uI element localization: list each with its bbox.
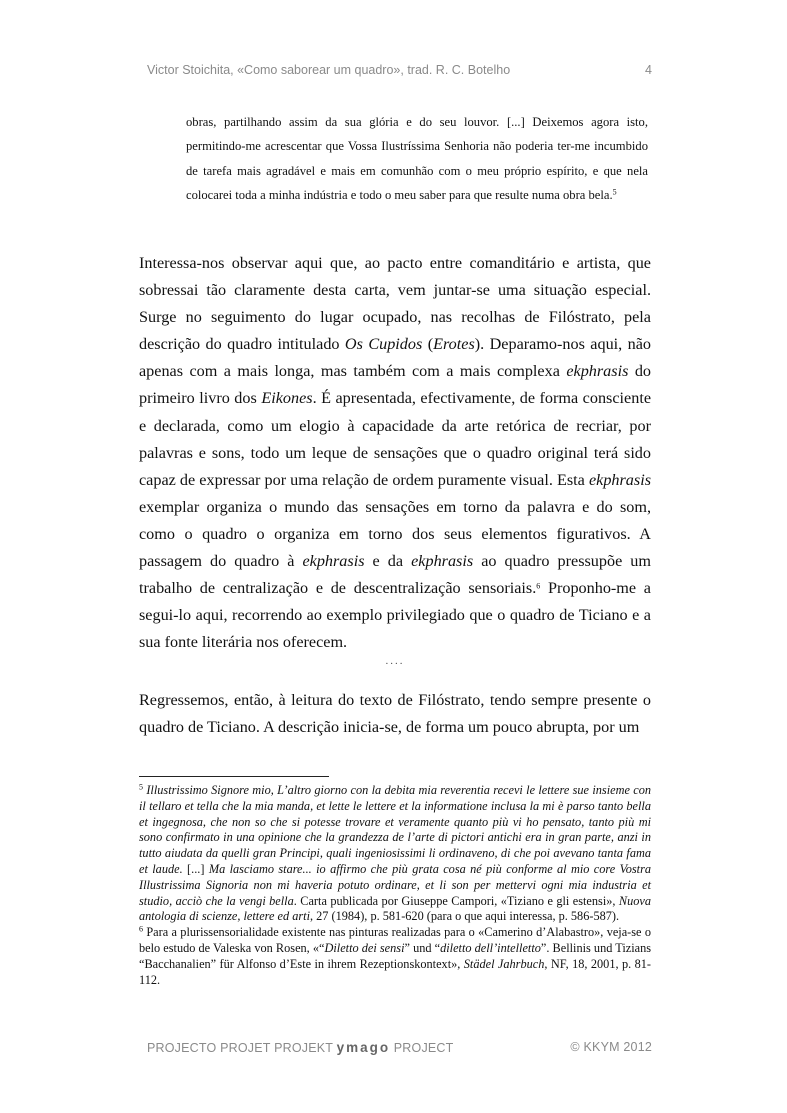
page-number: 4 bbox=[645, 63, 652, 77]
text-run: ” und “ bbox=[404, 940, 441, 955]
ymago-logo: ymago bbox=[336, 1040, 391, 1055]
text-run: , 27 (1984), p. 581-620 (para o que aqui interessa, p. 586-587). bbox=[310, 909, 620, 924]
italic-term: ekphrasis bbox=[566, 362, 629, 381]
text-run: ao quadro pressupõe um trabalho de centralização e de descentralização sensoriais. bbox=[139, 552, 651, 598]
page-footer bbox=[147, 1040, 652, 1055]
text-run: ( bbox=[422, 335, 434, 354]
block-quote bbox=[186, 110, 648, 207]
italic-journal: Städel Jahrbuch bbox=[463, 956, 545, 971]
quote-text: obras, partilhando assim da sua glória e do seu louvor. [...] Deixemos agora isto, permitindo-me acrescentar que Vossa Ilustríssima Senhoria não poderia ter-me incumbido de tarefa mais agradável e mais em comunhão com o meu próprio espírito, e que nela colocarei toda a minha indústria e todo o meu saber para que resulte numa obra bela. bbox=[186, 115, 648, 202]
running-title: Victor Stoichita, «Como saborear um quadro», trad. R. C. Botelho bbox=[147, 63, 511, 77]
text-run: ”. Bellinis und Tizians “Bacchanalien” für Alfonso d’Este in ihrem Rezeptionskontext», bbox=[139, 940, 652, 971]
text-run: do primeiro livro dos bbox=[139, 362, 652, 408]
italic-quote: Illustrissimo Signore mio, L’altro giorno con la debita mia reverentia recevi le lettere sue insieme con il tellaro et tella che la mia manda, et lette le lettere et la informatione inclusa la mi è parso tanto bella et ingegnosa, che non so che si potesse trovare et veramente quanto più vi ho pensato, tanto più mi sono confirmato in una opinione che la grandezza de l’arte di pictori antichi era in gran parte, anzi in tutto aiudata da quelli gran Principi, quali ingeniosissimi li ordinaveno, di che poi avevano tanta fama et laude. bbox=[139, 783, 651, 876]
footer-project-text: PROJECTO PROJET PROJEKT bbox=[147, 1041, 337, 1055]
footnote-number: 6 bbox=[139, 924, 143, 934]
footnote-ref-6[interactable]: 6 bbox=[536, 581, 541, 591]
italic-title: Os Cupidos bbox=[344, 335, 423, 354]
text-run: ). Deparamo-nos aqui, não apenas com a mais longa, mas também com a mais complexa bbox=[139, 335, 651, 381]
italic-term: ekphrasis bbox=[411, 552, 474, 571]
footnote-6 bbox=[139, 925, 651, 988]
text-run: [...] bbox=[182, 861, 209, 876]
footnote-divider bbox=[139, 776, 329, 777]
paragraph-2: Regressemos, então, à leitura do texto de Filóstrato, tendo sempre presente o quadro de Ticiano. A descrição inicia-se, de forma um pouco abrupta, por um bbox=[139, 691, 651, 737]
text-run: . É apresentada, efectivamente, de forma consciente e declarada, como um elogio à capacidade da arte retórica de recriar, por palavras e sons, todo um leque de sensações que o quadro original terá sido capaz de expressar por uma relação de ordem puramente visual. Esta bbox=[139, 389, 651, 489]
body-paragraph bbox=[139, 250, 651, 656]
italic-journal: Nuova antologia di scienze, lettere ed arti bbox=[139, 893, 651, 924]
section-separator: .... bbox=[385, 655, 405, 667]
footnotes bbox=[139, 783, 651, 988]
text-run: exemplar organiza o mundo das sensações em torno da palavra e do som, como o quadro o organiza em torno dos seus elementos figurativos. A passagem do quadro à bbox=[139, 497, 651, 571]
running-header bbox=[147, 63, 652, 77]
italic-title: Eikones bbox=[261, 389, 313, 408]
footnote-number: 5 bbox=[139, 782, 143, 792]
text-run: Interessa-nos observar aqui que, ao pacto entre comanditário e artista, que sobressai tão claramente desta carta, vem juntar-se uma situação especial. Surge no seguimento do lugar ocupado, nas recolhas de Filóstrato, pela descrição do quadro intitulado bbox=[139, 254, 651, 354]
footnote-5 bbox=[139, 783, 651, 925]
paragraph-1 bbox=[139, 250, 651, 656]
italic-title: diletto dell’intelletto bbox=[440, 940, 541, 955]
text-run: e da bbox=[364, 552, 412, 571]
italic-term: ekphrasis bbox=[302, 552, 365, 571]
footnote-ref-5[interactable]: 5 bbox=[612, 187, 617, 197]
text-run: , NF, 18, 2001, p. 81-112. bbox=[139, 956, 651, 987]
footer-project-text-2: PROJECT bbox=[390, 1041, 454, 1055]
copyright: © KKYM 2012 bbox=[570, 1040, 652, 1054]
italic-term: ekphrasis bbox=[588, 470, 651, 489]
italic-title: Diletto dei sensi bbox=[324, 940, 405, 955]
text-run: Proponho-me a segui-lo aqui, recorrendo ao exemplo privilegiado que o quadro de Ticiano e a sua fonte literária nos oferecem. bbox=[139, 579, 651, 652]
italic-title: Erotes bbox=[433, 335, 475, 354]
body-paragraph-2 bbox=[139, 687, 651, 741]
text-run: Para a plurissensorialidade existente nas pinturas realizadas para o «Camerino d’Alabastro», veja-se o belo estudo de Valeska von Rosen, «“ bbox=[139, 925, 651, 955]
italic-quote: Ma lasciamo stare... io affirmo che più grata cosa né più conforme al mio core Vostra Illustrissima Signoria non mi haveria potuto ordinare, et li son per mettervi ogni mia industria et studio, acciò che la vengi bella bbox=[139, 861, 652, 908]
text-run: . Carta publicada por Giuseppe Campori, «Tiziano e gli estensi», bbox=[293, 893, 619, 908]
